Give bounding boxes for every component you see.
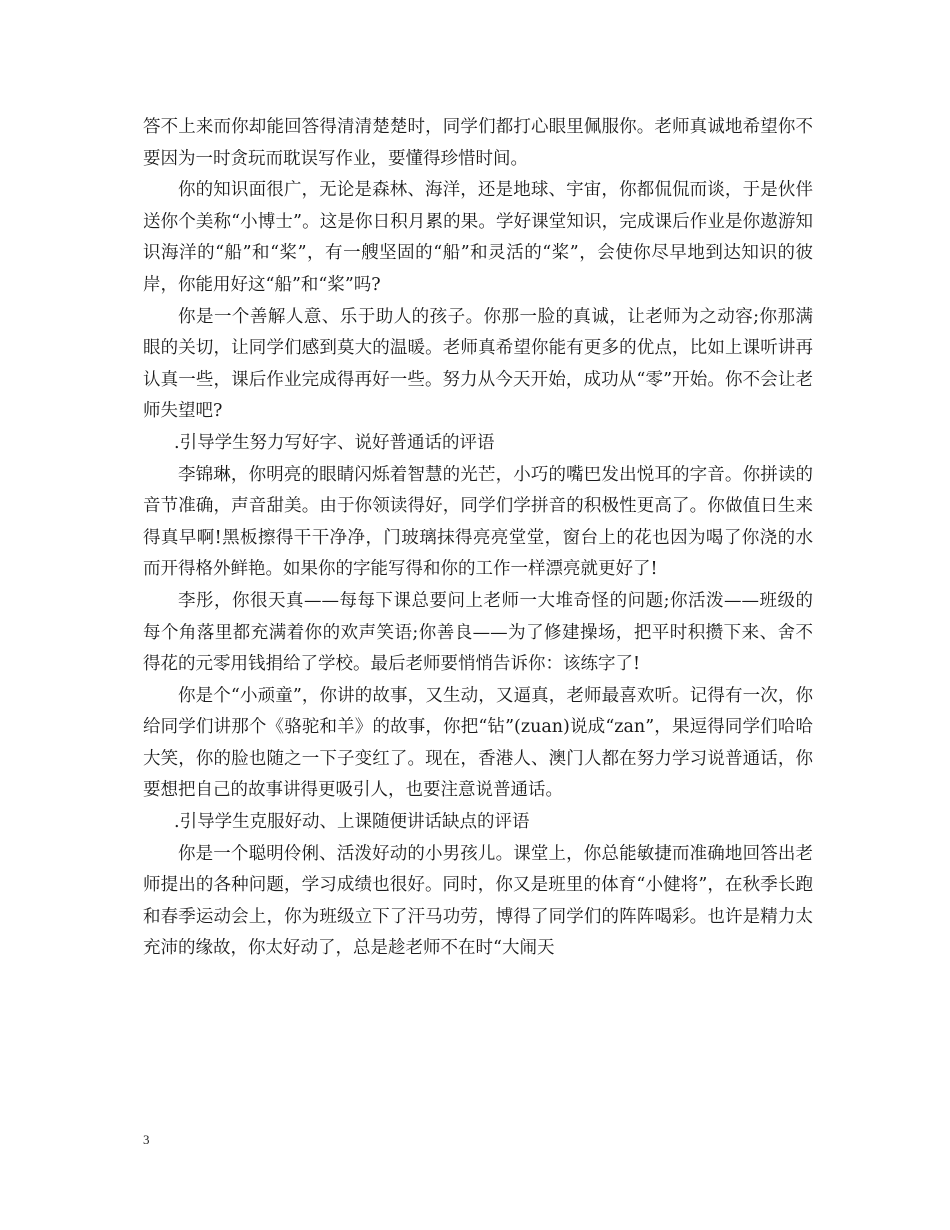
paragraph-continuation: 答不上来而你却能回答得清清楚楚时，同学们都打心眼里佩服你。老师真诚地希望你不要因为一时贪玩而耽误写作业，要懂得珍惜时间。 xyxy=(143,117,813,169)
paragraph-kindness: 你是一个善解人意、乐于助人的孩子。你那一脸的真诚，让老师为之动容;你那满眼的关切，让同学们感到莫大的温暖。老师真希望你能有更多的优点，比如上课听讲再认真一些，课后作业完成得再好一些。努力从今天开始，成功从“零”开始。你不会让老师失望吧? xyxy=(143,306,813,422)
document-page xyxy=(143,112,813,965)
paragraph-little-rascal: 你是个“小顽童”，你讲的故事，又生动，又逼真，老师最喜欢听。记得有一次，你给同学们讲那个《骆驼和羊》的故事，你把“钻”(zuan)说成“zan”，果逗得同学们哈哈大笑，你的脸也随之一下子变红了。现在，香港人、澳门人都在努力学习说普通话，你要想把自己的故事讲得更吸引人，也要注意说普通话。 xyxy=(143,685,813,801)
paragraph-li-jinlin: 李锦琳，你明亮的眼睛闪烁着智慧的光芒，小巧的嘴巴发出悦耳的字音。你拼读的音节准确，声音甜美。由于你领读得好，同学们学拼音的积极性更高了。你做值日生来得真早啊!黑板擦得干干净净，门玻璃抹得亮亮堂堂，窗台上的花也因为喝了你浇的水而开得格外鲜艳。如果你的字能写得和你的工作一样漂亮就更好了! xyxy=(143,464,813,580)
section-heading-behavior: .引导学生克服好动、上课随便讲话缺点的评语 xyxy=(174,812,530,833)
paragraph-knowledge: 你的知识面很广，无论是森林、海洋，还是地球、宇宙，你都侃侃而谈，于是伙伴送你个美称“小博士”。这是你日积月累的果。学好课堂知识，完成课后作业是你遨游知识海洋的“船”和“桨”，有一艘坚固的“船”和灵活的“桨”，会使你尽早地到达知识的彼岸，你能用好这“船”和“桨”吗? xyxy=(143,180,813,295)
page-number: 3 xyxy=(143,1132,150,1147)
paragraph-active-boy: 你是一个聪明伶俐、活泼好动的小男孩儿。课堂上，你总能敏捷而准确地回答出老师提出的各种问题，学习成绩也很好。同时，你又是班里的体育“小健将”，在秋季长跑和春季运动会上，你为班级立下了汗马功劳，博得了同学们的阵阵喝彩。也许是精力太充沛的缘故，你太好动了，总是趁老师不在时“大闹天 xyxy=(143,843,813,959)
paragraph-li-tong: 李彤，你很天真——每每下课总要问上老师一大堆奇怪的问题;你活泼——班级的每个角落里都充满着你的欢声笑语;你善良——为了修建操场，把平时积攒下来、舍不得花的元零用钱捐给了学校。最后老师要悄悄告诉你：该练字了! xyxy=(143,590,813,675)
section-heading-handwriting: .引导学生努力写好字、说好普通话的评语 xyxy=(174,432,495,453)
